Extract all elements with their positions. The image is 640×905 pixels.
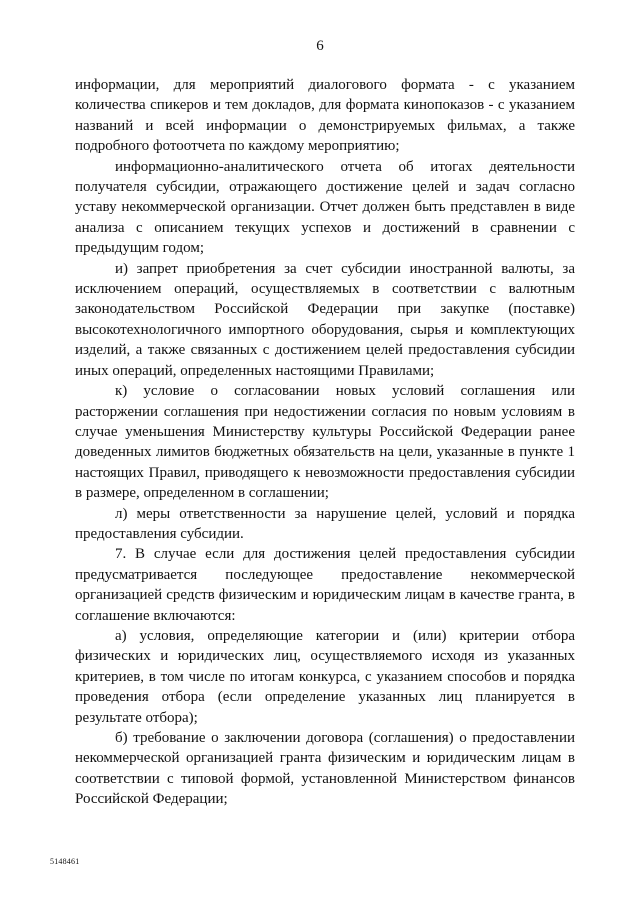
document-code: 5148461 [50,857,80,866]
body-text [75,75,575,810]
paragraph-item-b: б) требование о заключении договора (соглашения) о предоставлении некоммерческой организацией гранта физическим и юридическим лицам в соответствии с типовой формой, установленной Министерством финансов Российской Федерации; [75,730,575,808]
paragraph-item-k: к) условие о согласовании новых условий соглашения или расторжении соглашения при недостижении согласия по новым условиям в случае уменьшения Министерству культуры Российской Федерации ранее доведенных лимитов бюджетных обязательств на цели, указанные в пункте 1 настоящих Правил, приводящего к невозможности предоставления субсидии в размере, определенном в соглашении; [75,383,575,502]
page-number: 6 [316,38,324,54]
paragraph-item-a: а) условия, определяющие категории и (или) критерии отбора физических и юридических лиц, осуществляемого исходя из указанных критериев, в том числе по итогам конкурса, с указанием способов и порядка проведения отбора (если определение указанных лиц планируется в результате отбора); [75,627,575,726]
paragraph-clause-7: 7. В случае если для достижения целей предоставления субсидии предусматривается последующее предоставление некоммерческой организацией средств физическим и юридическим лицам в качестве гранта, в соглашение включаются: [75,546,575,624]
paragraph-item-l: л) меры ответственности за нарушение целей, условий и порядка предоставления субсидии. [75,505,575,542]
paragraph-analytical-report: информационно-аналитического отчета об итогах деятельности получателя субсидии, отражающего достижение целей и задач согласно уставу некоммерческой организации. Отчет должен быть представлен в виде анализа с описанием текущих успехов и достижений в сравнении с предыдущим годом; [75,158,575,257]
paragraph-continuation: информации, для мероприятий диалогового формата - с указанием количества спикеров и тем докладов, для формата кинопоказов - с указанием названий и всей информации о демонстрируемых фильмах, а также подробного фотоотчета по каждому мероприятию; [75,77,575,155]
paragraph-item-i: и) запрет приобретения за счет субсидии иностранной валюты, за исключением операций, осуществляемых в соответствии с валютным законодательством Российской Федерации при закупке (поставке) высокотехнологичного импортного оборудования, сырья и комплектующих изделий, а также связанных с достижением целей предоставления субсидии иных операций, определенных настоящими Правилами; [75,260,575,379]
